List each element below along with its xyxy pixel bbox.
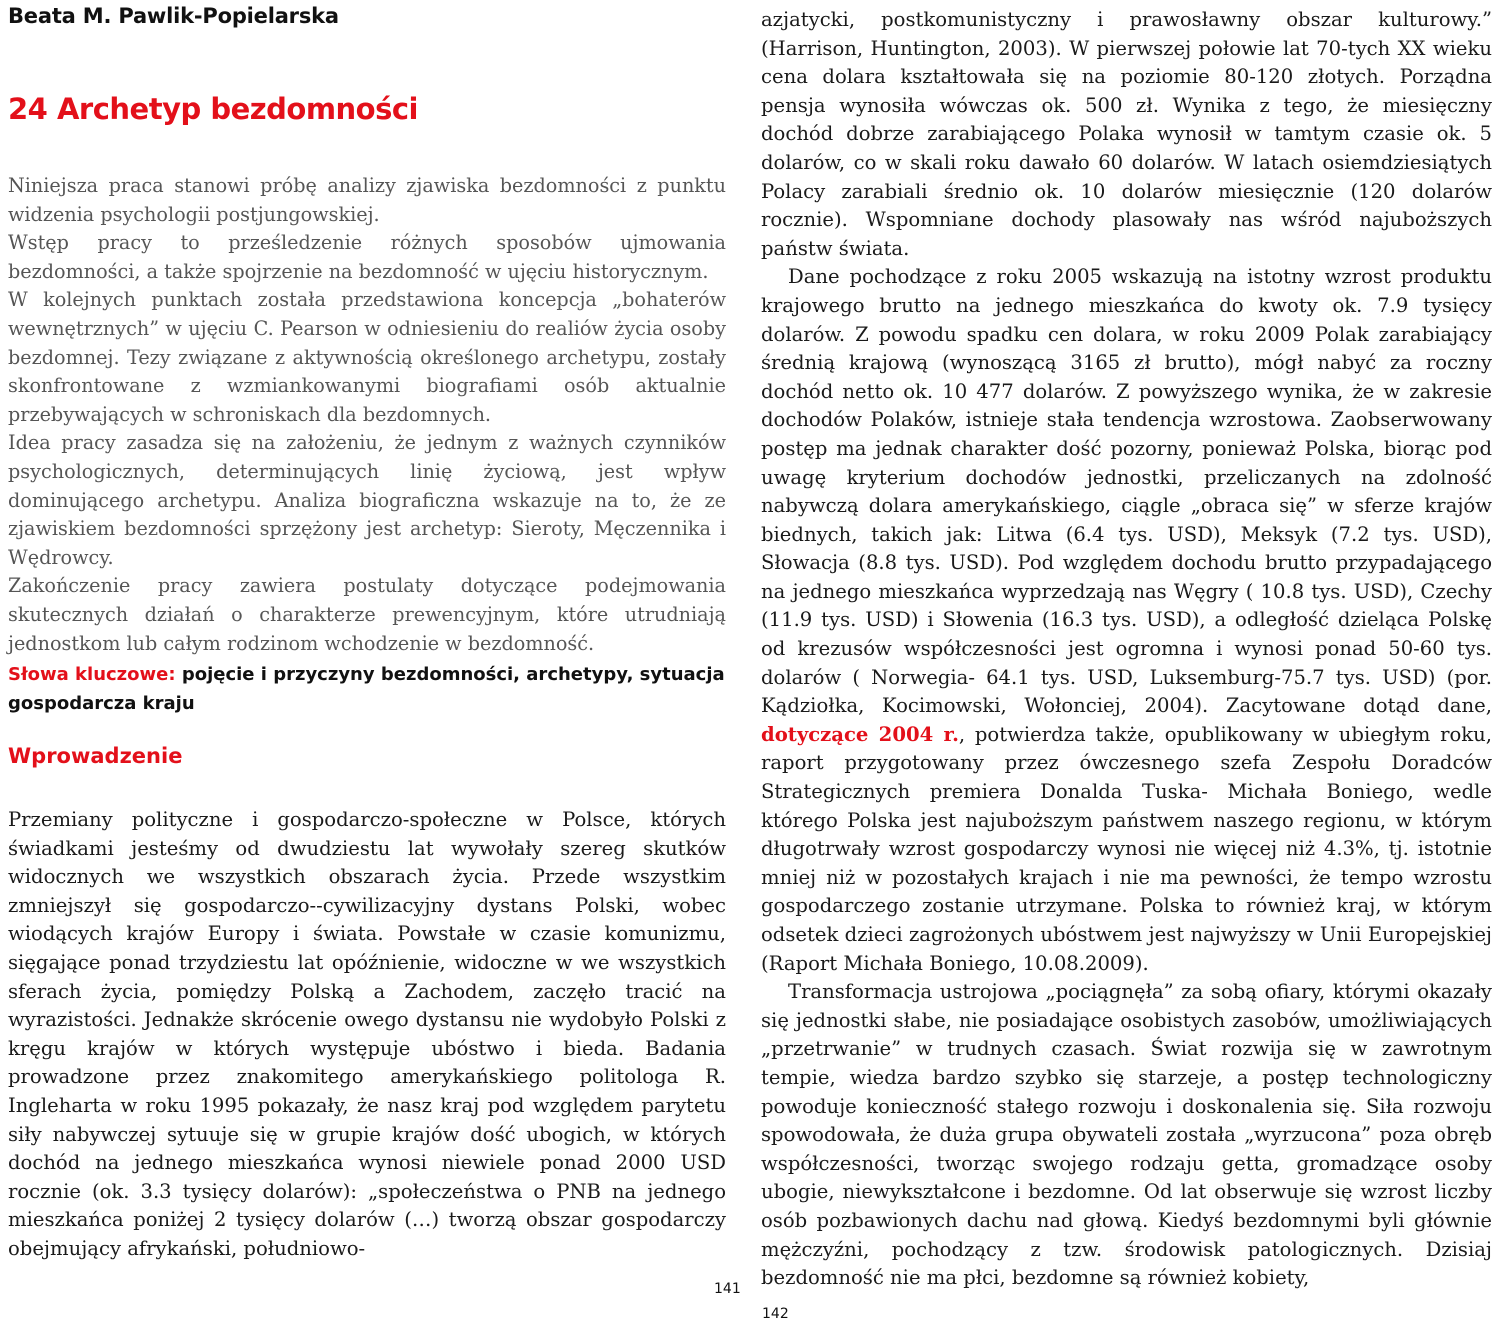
body-paragraph: azjatycki, postkomunistyczny i prawosławny obszar kulturowy.” (Harrison, Huntington, 2003). W pierwszej połowie lat 70-tych XX wieku cena dolara kształtowała się na poziomie 80-120 złotych. Porządna pensja wynosiła wówczas ok. 500 zł. Wynika z tego, że miesięczny dochód dobrze zarabiającego Polaka wynosił w tamtym czasie ok. 5 dolarów, co w skali roku dawało 60 dolarów. W latach osiemdziesiątych Polacy zarabiali średnio ok. 10 dolarów miesięcznie (120 dolarów rocznie). Wspomniane dochody plasowały nas wśród najuboższych państw świata. xyxy=(761,8,1492,260)
page-number-left: 141 xyxy=(714,1281,741,1297)
page-number-right: 142 xyxy=(762,1306,789,1322)
chapter-title: 24 Archetyp bezdomności xyxy=(8,92,418,126)
abstract-paragraph: Idea pracy zasadza się na założeniu, że jednym z ważnych czynników psychologicznych, determinujących linię życiową, jest wpływ dominującego archetypu. Analiza biograficzna wskazuje na to, że ze zjawiskiem bezdomności sprzężony jest archetyp: Sieroty, Męczennika i Wędrowcy. xyxy=(8,431,726,569)
keywords-text: pojęcie i przyczyny bezdomności, archetypy, sytuacja gospodarcza kraju xyxy=(8,664,725,714)
body-text: Dane pochodzące z roku 2005 wskazują na istotny wzrost produktu krajowego brutto na jednego mieszkańca do kwoty ok. 7.9 tysięcy dolarów. Z powodu spadku cen dolara, w roku 2009 Polak zarabiający średnią krajową (wynoszącą 3165 zł brutto), mógł nabyć za roczny dochód netto ok. 10 477 dolarów. Z powyższego wynika, że w zakresie dochodów Polaków, istnieje stała tendencja wzrostowa. Zaobserwowany postęp ma jednak charakter dość pozorny, ponieważ Polska, biorąc pod uwagę kryterium dochodów jednostki, przeliczanych na zdolność nabywczą dolara amerykańskiego, ciągle „obraca się” w sferze krajów biednych, takich jak: Litwa (6.4 tys. USD), Meksyk (7.2 tys. USD), Słowacja (8.8 tys. USD). Pod względem dochodu brutto przypadającego na jednego mieszkańca wyprzedzają nas Węgry ( 10.8 tys. USD), Czechy (11.9 tys. USD) i Słowenia (16.3 tys. USD), a odległość dzieląca Polskę od krezusów współczesności jest ogromna i wynosi ponad 50-60 tys. dolarów ( Norwegia- 64.1 tys. USD, Luksemburg-75.7 tys. USD) (por. Kądziołka, Kocimowski, Wołonciej, 2004). Zacytowane dotąd dane, xyxy=(761,265,1492,718)
body-text: , potwierdza także, opublikowany w ubiegłym roku, raport przygotowany przez ówczesnego szefa Zespołu Doradców Strategicznych premiera Donalda Tuska- Michała Boniego, wedle którego Polska jest najuboższym państwem naszego regionu, w którym długotrwały wzrost gospodarczy wynosi nie więcej niż 4.3%, tj. istotnie mniej niż w pozostałych krajach i nie ma pewności, że tempo wzrostu gospodarczego zostanie utrzymane. Polska to również kraj, w którym odsetek dzieci zagrożonych ubóstwem jest najwyższy w Unii Europejskiej (Raport Michała Boniego, 10.08.2009). xyxy=(761,722,1492,975)
abstract-paragraph: W kolejnych punktach została przedstawiona koncepcja „bohaterów wewnętrznych” w ujęciu C. Pearson w odniesieniu do realiów życia osoby bezdomnej. Tezy związane z aktywnością określonego archetypu, zostały skonfrontowane z wzmiankowanymi biografiami osób aktualnie przebywających w schroniskach dla bezdomnych. xyxy=(8,288,726,426)
right-page-text xyxy=(761,6,1492,1293)
abstract-paragraph: Niniejsza praca stanowi próbę analizy zjawiska bezdomności z punktu widzenia psychologii postjungowskiej. xyxy=(8,174,726,226)
highlighted-text: dotyczące 2004 r. xyxy=(761,722,959,746)
keywords-label: Słowa kluczowe: xyxy=(8,664,176,685)
abstract-paragraph: Wstęp pracy to prześledzenie różnych sposobów ujmowania bezdomności, a także spojrzenie na bezdomność w ujęciu historycznym. xyxy=(8,231,726,283)
intro-text xyxy=(8,806,726,1264)
body-paragraph xyxy=(761,263,1492,978)
abstract xyxy=(8,172,726,658)
author-name: Beata M. Pawlik-Popielarska xyxy=(8,4,339,28)
body-paragraph: Transformacja ustrojowa „pociągnęła” za sobą ofiary, którymi okazały się jednostki słabe, nie posiadające osobistych zasobów, umożliwiających „przetrwanie” w trudnych czasach. Świat rozwija się w zawrotnym tempie, wiedza bardzo szybko się starzeje, a postęp technologiczny powoduje konieczność stałego rozwoju i doskonalenia się. Siła rozwoju spowodowała, że duża grupa obywateli została „wyrzucona” poza obręb współczesności, tworząc swojego rodzaju getta, gromadzące osoby ubogie, niewykształcone i bezdomne. Od lat obserwuje się wzrost liczby osób pozbawionych dachu nad głową. Kiedyś bezdomnymi byli głównie mężczyźni, pochodzący z tzw. środowisk patologicznych. Dzisiaj bezdomność nie ma płci, bezdomne są również kobiety, xyxy=(761,980,1492,1290)
abstract-paragraph: Zakończenie pracy zawiera postulaty dotyczące podejmowania skutecznych działań o charakterze prewencyjnym, które utrudniają jednostkom lub całym rodzinom wchodzenie w bezdomność. xyxy=(8,574,726,655)
section-heading: Wprowadzenie xyxy=(8,744,183,768)
intro-paragraph: Przemiany polityczne i gospodarczo-społeczne w Polsce, których świadkami jesteśmy od dwudziestu lat wywołały szereg skutków widocznych we wszystkich obszarach życia. Przede wszystkim zmniejszył się gospodarczo--cywilizacyjny dystans Polski, wobec wiodących krajów Europy i świata. Powstałe w czasie komunizmu, sięgające ponad trzydziestu lat opóźnienie, widoczne w we wszystkich sferach życia, pomiędzy Polską a Zachodem, zaczęło tracić na wyrazistości. Jednakże skrócenie owego dystansu nie wydobyło Polski z kręgu krajów w których występuje ubóstwo i bieda. Badania prowadzone przez znakomitego amerykańskiego politologa R. Ingleharta w roku 1995 pokazały, że nasz kraj pod względem parytetu siły nabywczej sytuuje się w grupie krajów dość ubogich, w których dochód na jednego mieszkańca wynosi niewiele ponad 2000 USD rocznie (ok. 3.3 tysięcy dolarów): „społeczeństwa o PNB na jednego mieszkańca poniżej 2 tysięcy dolarów (…) tworzą obszar gospodarczy obejmujący afrykański, południowo- xyxy=(8,808,726,1260)
keywords xyxy=(8,660,726,718)
